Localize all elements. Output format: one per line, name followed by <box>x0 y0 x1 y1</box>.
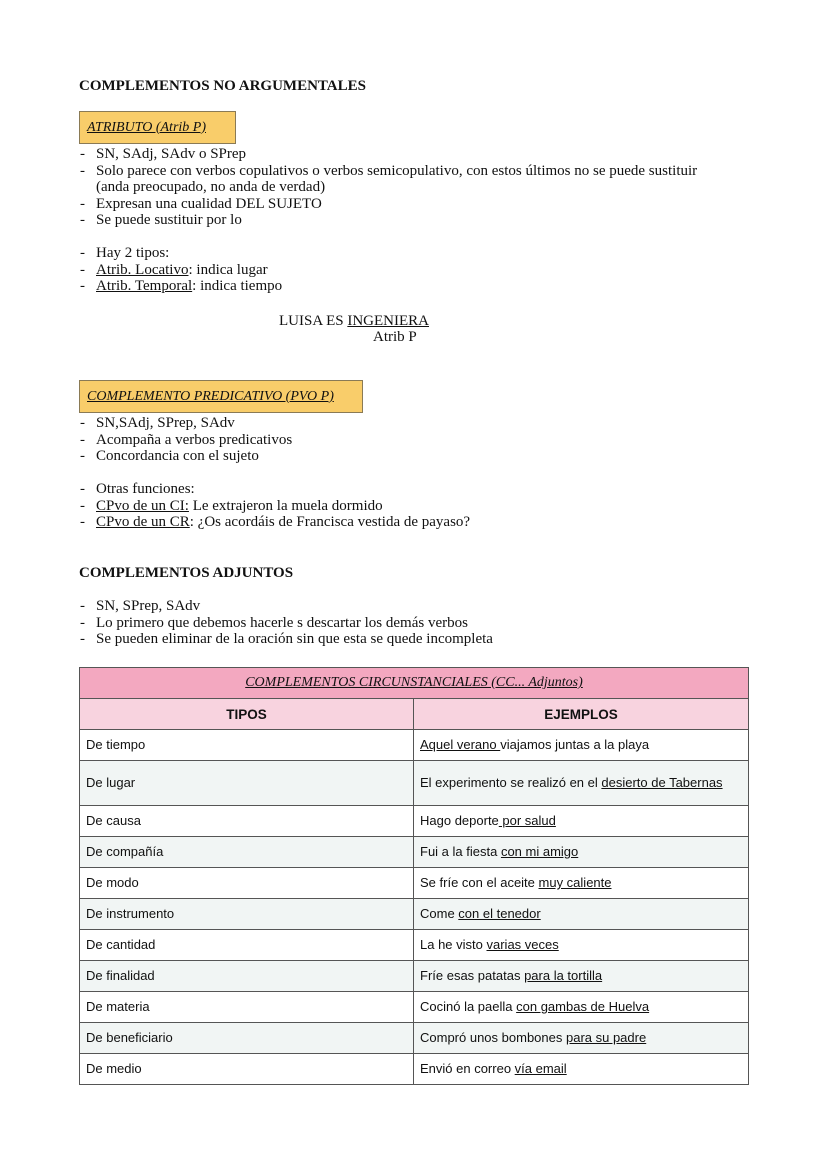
table-title: COMPLEMENTOS CIRCUNSTANCIALES (CC... Adjuntos) <box>80 668 749 699</box>
list-item <box>79 163 719 196</box>
atributo-example <box>279 313 429 330</box>
list-item-text: Lo primero que debemos hacerle s descartar los demás verbos <box>96 614 468 631</box>
example-text: Compró unos bombones <box>420 1030 566 1045</box>
list-item <box>79 245 719 262</box>
cell-ejemplo <box>414 961 749 992</box>
example-underlined: con mi amigo <box>500 844 579 859</box>
list-item-text: Le extrajeron la muela dormido <box>188 497 383 514</box>
list-item-text: SN, SPrep, SAdv <box>96 598 201 614</box>
list-item-text: Concordancia con el sujeto <box>96 448 259 464</box>
cell-ejemplo <box>414 1023 749 1054</box>
example-text: Fui a la fiesta <box>420 844 501 859</box>
underlined-term: Atrib. Locativo <box>96 261 189 278</box>
list-item-text: Se puede sustituir por lo <box>96 212 242 228</box>
column-header-tipos: TIPOS <box>80 699 414 730</box>
adjuntos-list <box>79 598 719 648</box>
column-header-ejemplos: EJEMPLOS <box>414 699 749 730</box>
list-item <box>79 262 719 279</box>
example-text: Hago deporte <box>420 813 499 828</box>
cell-tipo: De materia <box>80 992 414 1023</box>
example-underlined: varias veces <box>486 937 559 952</box>
list-item <box>79 196 719 213</box>
cell-ejemplo <box>414 837 749 868</box>
atributo-label-box <box>79 111 236 144</box>
table-row <box>80 930 749 961</box>
example-text: viajamos juntas a la playa <box>500 737 650 752</box>
example-function-label: Atrib P <box>373 329 417 345</box>
example-text: La he visto <box>420 937 487 952</box>
table-row <box>80 868 749 899</box>
example-underlined: vía email <box>514 1061 567 1076</box>
list-item-text: : ¿Os acordáis de Francisca vestida de payaso? <box>189 514 471 530</box>
list-item <box>79 448 719 465</box>
cell-ejemplo <box>414 730 749 761</box>
cell-ejemplo <box>414 868 749 899</box>
table-row <box>80 806 749 837</box>
example-text: Come <box>420 906 459 921</box>
list-item-text: : indica tiempo <box>192 278 283 294</box>
table-row <box>80 992 749 1023</box>
cell-tipo: De cantidad <box>80 930 414 961</box>
cell-tipo: De medio <box>80 1054 414 1085</box>
table-row <box>80 837 749 868</box>
list-item-text: Acompaña a verbos predicativos <box>96 431 293 448</box>
circunstanciales-table <box>79 667 749 1085</box>
cell-tipo: De beneficiario <box>80 1023 414 1054</box>
list-item <box>79 598 719 615</box>
predicativo-label-box <box>79 380 363 413</box>
example-underlined: muy caliente <box>538 875 612 890</box>
example-text: Fríe esas patatas <box>420 968 525 983</box>
cell-tipo: De instrumento <box>80 899 414 930</box>
cell-tipo: De modo <box>80 868 414 899</box>
cell-tipo: De lugar <box>80 761 414 806</box>
example-underlined: para su padre <box>565 1030 647 1045</box>
example-sentence: LUISA ES <box>279 313 348 329</box>
list-item <box>79 278 719 295</box>
cell-tipo: De tiempo <box>80 730 414 761</box>
predicativo-list <box>79 415 719 531</box>
cell-tipo: De causa <box>80 806 414 837</box>
list-item-text: Solo parece con verbos copulativos o verbos semicopulativo, con estos últimos no se puede sustituir (anda preocupado, no anda de verdad) <box>96 162 698 195</box>
list-item <box>79 146 719 163</box>
table-row <box>80 961 749 992</box>
example-underlined: con gambas de Huelva <box>516 999 650 1014</box>
example-underlined: con el tenedor <box>458 906 541 921</box>
example-underlined: para la tortilla <box>524 968 603 983</box>
list-item <box>79 212 719 229</box>
list-item <box>79 514 719 531</box>
example-underlined: INGENIERA <box>347 313 429 329</box>
predicativo-label: COMPLEMENTO PREDICATIVO (PVO P) <box>87 388 334 404</box>
table-row <box>80 1023 749 1054</box>
cell-ejemplo <box>414 899 749 930</box>
list-item-text: Hay 2 tipos: <box>96 245 170 261</box>
example-text: El experimento se realizó en el <box>420 775 602 790</box>
list-item <box>79 615 719 632</box>
underlined-term: CPvo de un CR <box>96 514 190 530</box>
cell-ejemplo <box>414 761 749 806</box>
example-text: Se fríe con el aceite <box>420 875 539 890</box>
cell-ejemplo <box>414 806 749 837</box>
list-item-text: : indica lugar <box>188 261 268 278</box>
list-item <box>79 631 719 648</box>
cell-tipo: De compañía <box>80 837 414 868</box>
cell-ejemplo <box>414 930 749 961</box>
example-underlined: desierto de Tabernas <box>601 775 723 790</box>
list-item-text: SN,SAdj, SPrep, SAdv <box>96 415 235 431</box>
list-item <box>79 498 719 515</box>
example-text: Cocinó la paella <box>420 999 517 1014</box>
example-underlined: por salud <box>498 813 556 828</box>
list-item-text: Otras funciones: <box>96 481 195 497</box>
underlined-term: CPvo de un CI: <box>96 497 189 514</box>
list-item-text: Expresan una cualidad DEL SUJETO <box>96 195 322 212</box>
list-item <box>79 432 719 449</box>
table-row <box>80 1054 749 1085</box>
example-text: Envió en correo <box>420 1061 515 1076</box>
table-row <box>80 899 749 930</box>
example-underlined: Aquel verano <box>420 737 501 752</box>
atributo-label: ATRIBUTO (Atrib P) <box>87 119 206 135</box>
list-item <box>79 415 719 432</box>
atributo-list <box>79 146 719 295</box>
table-row <box>80 730 749 761</box>
table-row <box>80 761 749 806</box>
list-item <box>79 481 719 498</box>
underlined-term: Atrib. Temporal <box>96 278 193 294</box>
cell-tipo: De finalidad <box>80 961 414 992</box>
cell-ejemplo <box>414 1054 749 1085</box>
cell-ejemplo <box>414 992 749 1023</box>
list-item-text: SN, SAdj, SAdv o SPrep <box>96 146 247 162</box>
heading-complementos-adjuntos: COMPLEMENTOS ADJUNTOS <box>79 565 294 581</box>
heading-complementos-no-argumentales: COMPLEMENTOS NO ARGUMENTALES <box>79 78 366 94</box>
list-item-text: Se pueden eliminar de la oración sin que esta se quede incompleta <box>96 631 493 647</box>
